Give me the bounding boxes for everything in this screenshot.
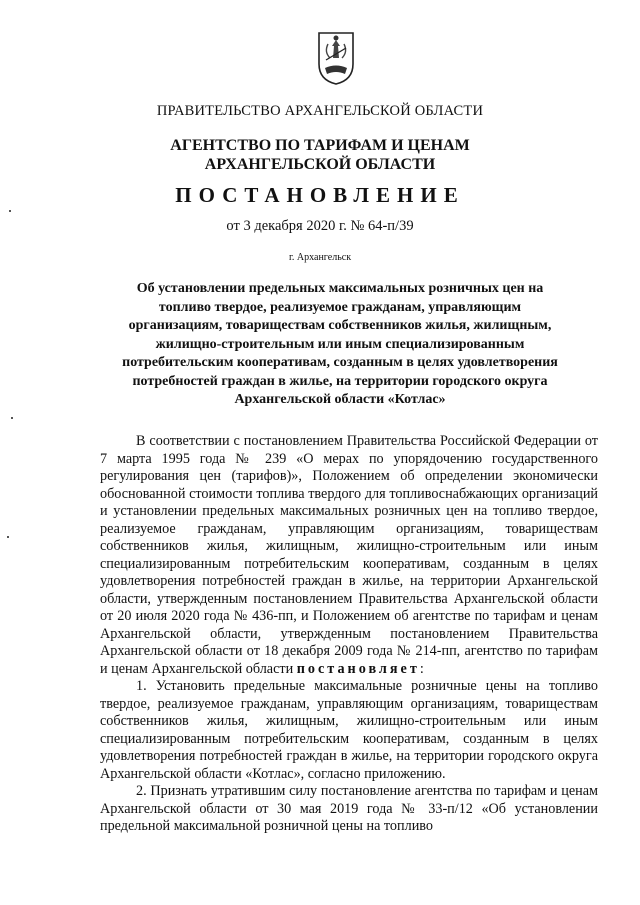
preamble-text: В соответствии с постановлением Правительства Российской Федерации от 7 марта 1995 года № 239 «О мерах по упорядочению государственного регулирования цен (тарифов)», Положением об определении экономически обоснованной стоимости топлива твердого для топливоснабжающих организаций и установлении предельных максимальных розничных цен на топливо твердое, реализуемое гражданам, управляющим организациям, товариществам собственников жилья, жилищным, жилищно-строительным или иным специализированным потребительским кооперативам, созданным в целях удовлетворения потребностей граждан в жилье, на территории Архангельской области, утвержденным постановлением Правительства Архангельской области от 20 июля 2020 года № 436-пп, и Положением об агентстве по тарифам и ценам Архангельской области, утвержденным постановлением Правительства Архангельской области от 18 декабря 2009 года № 214-пп, агентство по тарифам и ценам Архангельской области bbox=[100, 433, 598, 677]
preamble-paragraph: В соответствии с постановлением Правительства Российской Федерации от 7 марта 1995 года № 239 «О мерах по упорядочению государственного регулирования цен (тарифов)», Положением об определении экономически обоснованной стоимости топлива твердого для топливоснабжающих организаций и установлении предельных максимальных розничных цен на топливо твердое, реализуемое гражданам, управляющим организациям, товариществам собственников жилья, жилищным, жилищно-строительным или иным специализированным потребительским кооперативам, созданным в целях удовлетворения потребностей граждан в жилье, на территории Архангельской области, утвержденным постановлением Правительства Архангельской области от 20 июля 2020 года № 436-пп, и Положением об агентстве по тарифам и ценам Архангельской области, утвержденным постановлением Правительства Архангельской области от 18 декабря 2009 года № 214-пп, агентство по тарифам и ценам Архангельской области постановляет: bbox=[100, 433, 598, 677]
agency-name bbox=[0, 136, 640, 174]
item-1-paragraph: 1. Установить предельные максимальные розничные цены на топливо твердое, реализуемое гражданам, управляющим организациям, товариществам собственников жилья, жилищным, жилищно-строительным или иным специализированным потребительским кооперативам, созданным в целях удовлетворения потребностей граждан в жилье, на территории городского округа Архангельской области «Котлас», согласно приложению. bbox=[100, 678, 598, 782]
document-body bbox=[100, 433, 598, 836]
agency-name-line1: АГЕНТСТВО ПО ТАРИФАМ И ЦЕНАМ bbox=[170, 137, 470, 154]
agency-name-line2: АРХАНГЕЛЬСКОЙ ОБЛАСТИ bbox=[204, 156, 436, 173]
city: г. Архангельск bbox=[288, 252, 352, 263]
document-type: ПОСТАНОВЛЕНИЕ bbox=[175, 183, 465, 207]
coat-of-arms-icon bbox=[316, 30, 356, 86]
decree-word: постановляет bbox=[296, 660, 420, 677]
document-title: Об установлении предельных максимальных розничных цен на топливо твердое, реализуемое гражданам, управляющим организациям, товариществам собственников жилья, жилищным, жилищно-строительным или иным специализированным потребительским кооперативам, созданным в целях удовлетворения потребностей граждан в жилье, на территории городского округа Архангельской области «Котлас» bbox=[122, 281, 558, 407]
government-name: ПРАВИТЕЛЬСТВО АРХАНГЕЛЬСКОЙ ОБЛАСТИ bbox=[156, 103, 484, 119]
item-2-paragraph: 2. Признать утратившим силу постановление агентства по тарифам и ценам Архангельской области от 30 мая 2019 года № 33-п/12 «Об установлении предельной максимальной розничной цены на топливо bbox=[100, 783, 598, 834]
date-and-number: от 3 декабря 2020 г. № 64-п/39 bbox=[226, 218, 414, 234]
